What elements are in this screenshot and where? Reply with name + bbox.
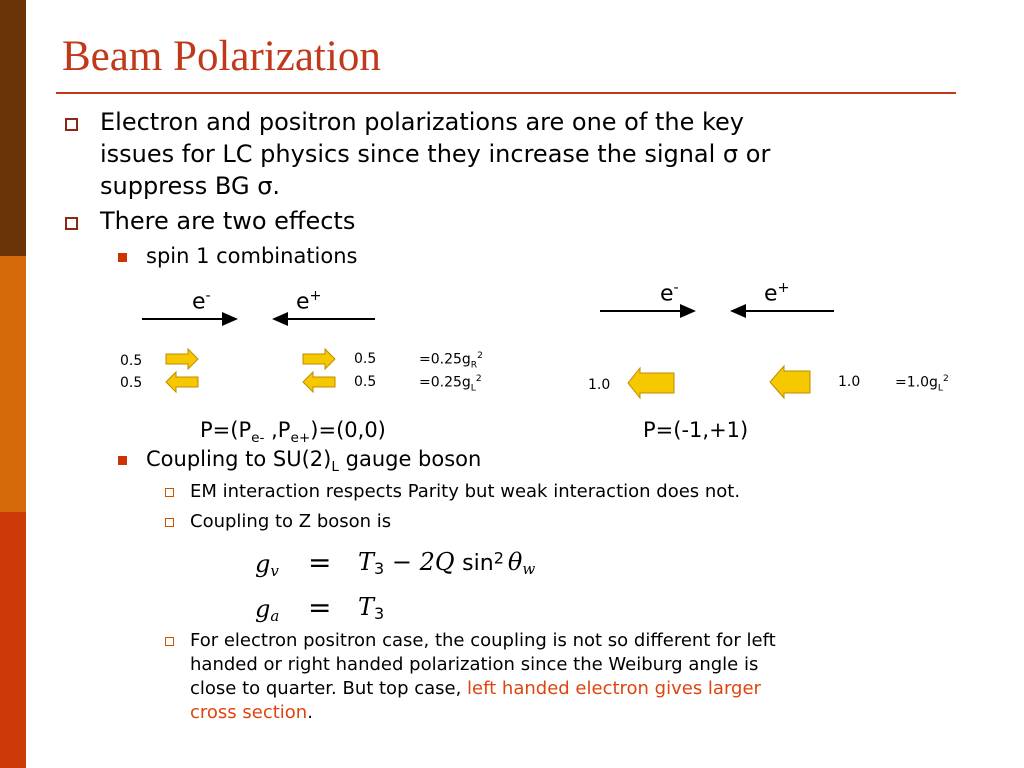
slide-title: Beam Polarization bbox=[62, 33, 381, 80]
equation-gv-equals: = bbox=[308, 546, 332, 579]
bullet-1-line-3: suppress BG σ. bbox=[100, 172, 281, 200]
sub-sub-bullet-z: Coupling to Z boson is bbox=[190, 511, 392, 532]
right-diagram-eq: $=1.0g_L^2$ bbox=[895, 374, 949, 394]
sub-bullet-coupling: Coupling to $SU(2)_L$ gauge boson bbox=[146, 447, 482, 476]
sub-sub-bullet-electron-line-3: close to quarter. But top case, left handed electron gives larger bbox=[190, 678, 761, 699]
right-val-top: 0.5 bbox=[354, 351, 377, 367]
left-polarization-label: $P=(P_{e-}$ $,P_{e+})=(0,0)$ bbox=[200, 418, 386, 447]
left-eq-top: $=0.25g_R^2$ bbox=[419, 351, 483, 371]
left-val-top: 0.5 bbox=[120, 353, 143, 369]
equation-ga-rhs: $T_3$ bbox=[358, 593, 385, 624]
sub-bullet-spin: spin 1 combinations bbox=[146, 244, 358, 268]
equation-gv-rhs: $T_3 - 2Q$ $\sin^2 \theta_w$ bbox=[358, 548, 536, 579]
sub-sub-bullet-marker-3 bbox=[165, 637, 174, 646]
sub-sub-bullet-electron-line-4: cross section. bbox=[190, 702, 313, 723]
sub-sub-bullet-electron-line-1: For electron positron case, the coupling is not so different for left bbox=[190, 630, 776, 651]
right-e-minus: e- bbox=[660, 280, 679, 307]
right-diagram-left-val: 1.0 bbox=[588, 377, 611, 393]
right-e-plus: e+ bbox=[764, 280, 790, 307]
left-eq-bottom: $=0.25g_L^2$ bbox=[419, 374, 482, 394]
equation-gv: $g_v$ bbox=[255, 550, 279, 581]
left-val-bottom: 0.5 bbox=[120, 375, 143, 391]
right-polarization-label: P=(-1,+1) bbox=[643, 418, 749, 442]
equation-ga-equals: = bbox=[308, 591, 332, 624]
right-val-bottom: 0.5 bbox=[354, 374, 377, 390]
equation-ga: $g_a$ bbox=[255, 595, 280, 626]
left-e-minus: e- bbox=[192, 288, 211, 315]
sub-sub-bullet-em: EM interaction respects Parity but weak interaction does not. bbox=[190, 481, 741, 502]
bullet-2: There are two effects bbox=[100, 207, 356, 235]
sub-sub-bullet-marker-2 bbox=[165, 518, 174, 527]
sub-sub-bullet-marker-1 bbox=[165, 488, 174, 497]
bullet-1-line-2: issues for LC physics since they increase the signal σ or bbox=[100, 140, 771, 168]
right-diagram-right-val: 1.0 bbox=[838, 374, 861, 390]
sub-sub-bullet-electron-line-2: handed or right handed polarization since the Weiburg angle is bbox=[190, 654, 759, 675]
sub-bullet-marker-2 bbox=[118, 456, 127, 465]
left-e-plus: e+ bbox=[296, 288, 322, 315]
bullet-1-line-1: Electron and positron polarizations are one of the key bbox=[100, 108, 744, 136]
